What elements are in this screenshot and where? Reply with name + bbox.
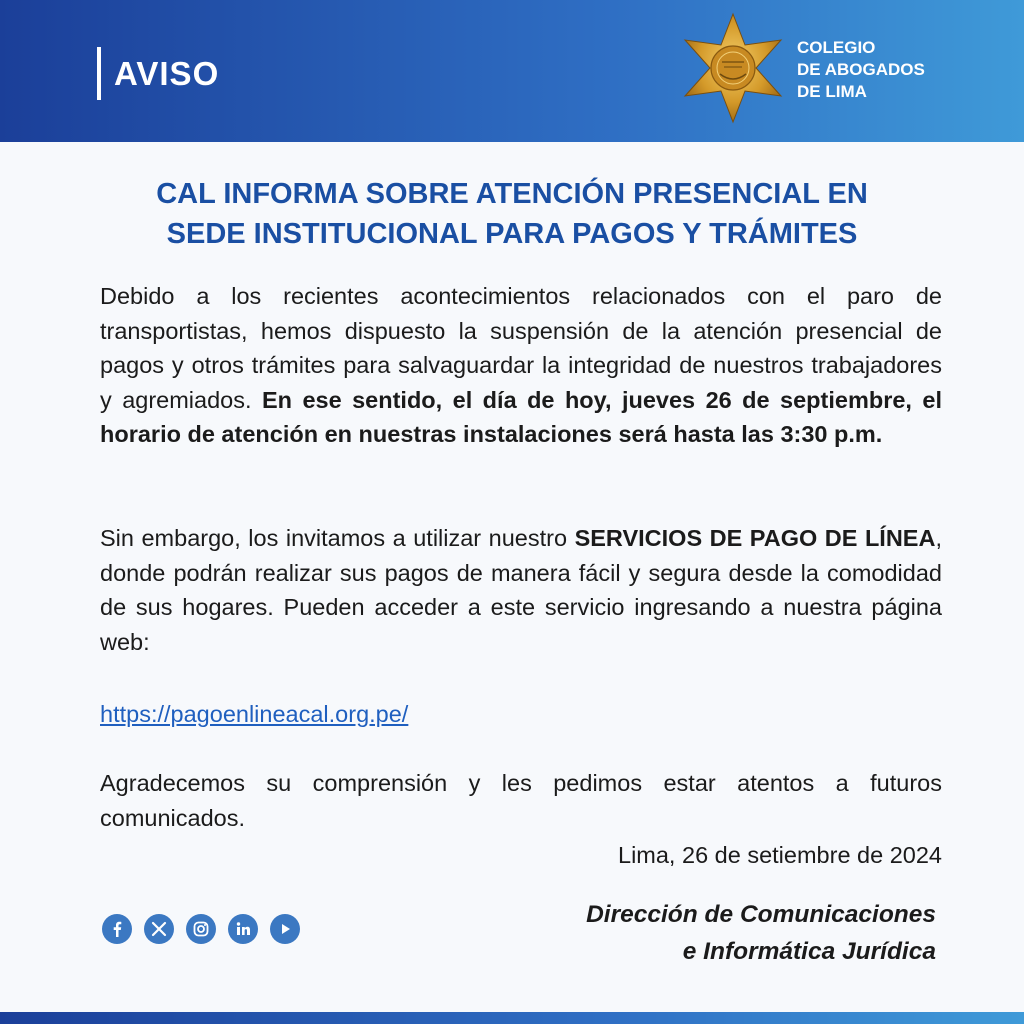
footer-bar [0,1012,1024,1024]
header-banner [0,0,1024,142]
notice-title [60,174,964,254]
payment-link[interactable]: https://pagoenlineacal.org.pe/ [100,701,409,727]
title-line-2: SEDE INSTITUCIONAL PARA PAGOS Y TRÁMITES [166,218,858,250]
cal-logo-star-icon [680,12,786,124]
org-line-3: DE LIMA [797,82,867,101]
paragraph-2-end: , donde podrán realizar sus pagos de manera fácil y segura desde la comodidad de sus hogares. Pueden acceder a este servicio ingresando a nuestra página web: [100,525,942,655]
aviso-badge: AVISO [114,55,220,92]
date-line: Lima, 26 de setiembre de 2024 [618,842,942,868]
org-line-2: DE ABOGADOS [797,60,925,79]
paragraph-1 [100,279,942,452]
linkedin-icon[interactable] [228,914,258,944]
paragraph-1-bold: En ese sentido, el día de hoy, jueves 26 de septiembre, el horario de atención en nuestras instalaciones será hasta las 3:30 p.m. [100,386,942,447]
paragraph-2-start: Sin embargo, los invitamos a utilizar nuestro [100,525,575,551]
facebook-icon[interactable] [102,914,132,944]
title-line-1: CAL INFORMA SOBRE ATENCIÓN PRESENCIAL EN [156,178,868,210]
org-line-1: COLEGIO [797,38,876,57]
signature-line-1: Dirección de Comunicaciones [586,901,936,928]
paragraph-2-bold: SERVICIOS DE PAGO DE LÍNEA [574,525,936,551]
organization-name [797,37,997,103]
x-icon[interactable] [144,914,174,944]
youtube-icon[interactable] [270,914,300,944]
paragraph-2 [100,521,942,659]
paragraph-3: Agradecemos su comprensión y les pedimos estar atentos a futuros comunicados. [100,770,942,831]
paragraph-1-text: Debido a los recientes acontecimientos relacionados con el paro de transportistas, hemos dispuesto la suspensión de la atención presencial de pagos y otros trámites para salvaguardar la integridad de nuestros trabajadores y agremiados. [100,283,942,413]
social-icons [102,914,300,946]
aviso-divider [97,47,101,100]
signature-line-2: e Informática Jurídica [682,938,936,965]
signature [586,896,936,970]
instagram-icon[interactable] [186,914,216,944]
